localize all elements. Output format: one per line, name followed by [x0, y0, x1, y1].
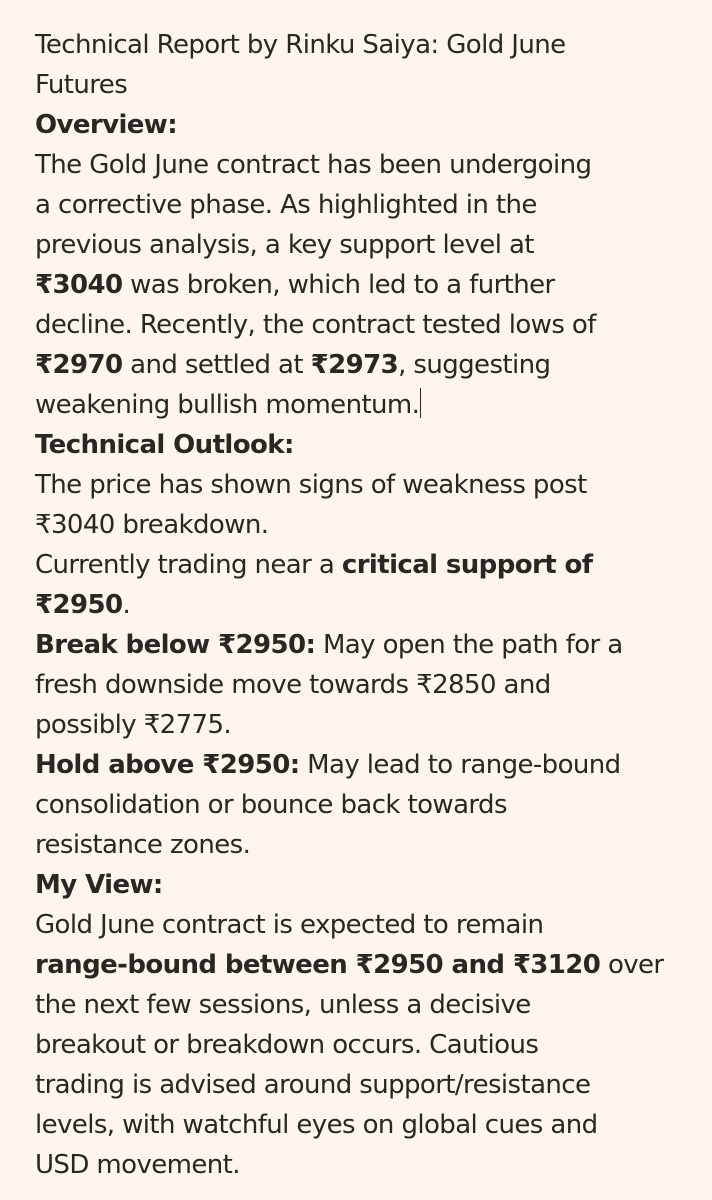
overview-line-6 [35, 345, 692, 385]
hold-above-label: Hold above ₹2950: [35, 750, 300, 780]
support-2950-bold: ₹2950 [35, 590, 123, 620]
report-title-line-2: Futures [35, 70, 128, 100]
overview-line-7 [35, 385, 692, 425]
view-line-2-rest: over [600, 950, 664, 980]
outlook-p1-line-1: The price has shown signs of weakness post [35, 470, 587, 500]
critical-support-bold: critical support of [341, 550, 593, 580]
outlook-p3-line-2: fresh downside move towards ₹2850 and [35, 670, 551, 700]
outlook-p3-line-3: possibly ₹2775. [35, 710, 232, 740]
outlook-p1-line-2: ₹3040 breakdown. [35, 510, 269, 540]
outlook-p4-line-2: consolidation or bounce back towards [35, 790, 507, 820]
overview-line-1: The Gold June contract has been undergoing [35, 150, 592, 180]
technical-outlook-heading: Technical Outlook: [35, 430, 294, 460]
view-line-1: Gold June contract is expected to remain [35, 910, 544, 940]
overview-line-5: decline. Recently, the contract tested lows of [35, 310, 596, 340]
overview-line-7-text: weakening bullish momentum. [35, 390, 420, 420]
view-line-3: the next few sessions, unless a decisive [35, 990, 531, 1020]
break-below-label: Break below ₹2950: [35, 630, 316, 660]
outlook-p4-rest: May lead to range-bound [299, 750, 621, 780]
overview-heading: Overview: [35, 110, 178, 140]
outlook-p3-rest: May open the path for a [315, 630, 623, 660]
overview-line-4 [35, 265, 692, 305]
view-line-7: USD movement. [35, 1150, 240, 1180]
outlook-p2-line-2 [35, 585, 692, 625]
settle-2973-bold: ₹2973 [310, 350, 399, 380]
my-view-heading: My View: [35, 870, 163, 900]
outlook-p2-prefix: Currently trading near a [35, 550, 342, 580]
overview-line-4-rest: was broken, which led to a further [122, 270, 555, 300]
view-line-4: breakout or breakdown occurs. Cautious [35, 1030, 539, 1060]
view-line-2 [35, 945, 692, 985]
outlook-p4-line-1 [35, 745, 692, 785]
overview-line-2: a corrective phase. As highlighted in the [35, 190, 537, 220]
overview-line-6-mid: and settled at [122, 350, 311, 380]
range-bound-bold: range-bound between ₹2950 and ₹3120 [35, 950, 601, 980]
report-title-line-1: Technical Report by Rinku Saiya: Gold June [35, 30, 566, 60]
outlook-p2-line-1 [35, 545, 692, 585]
view-line-5: trading is advised around support/resistance [35, 1070, 591, 1100]
text-cursor [420, 388, 421, 418]
support-3040-bold: ₹3040 [35, 270, 123, 300]
outlook-p3-line-1 [35, 625, 692, 665]
outlook-p4-line-3: resistance zones. [35, 830, 251, 860]
outlook-p2-period: . [122, 590, 131, 620]
low-2970-bold: ₹2970 [35, 350, 123, 380]
overview-line-6-rest: , suggesting [398, 350, 551, 380]
overview-line-3: previous analysis, a key support level at [35, 230, 534, 260]
view-line-6: levels, with watchful eyes on global cues and [35, 1110, 598, 1140]
